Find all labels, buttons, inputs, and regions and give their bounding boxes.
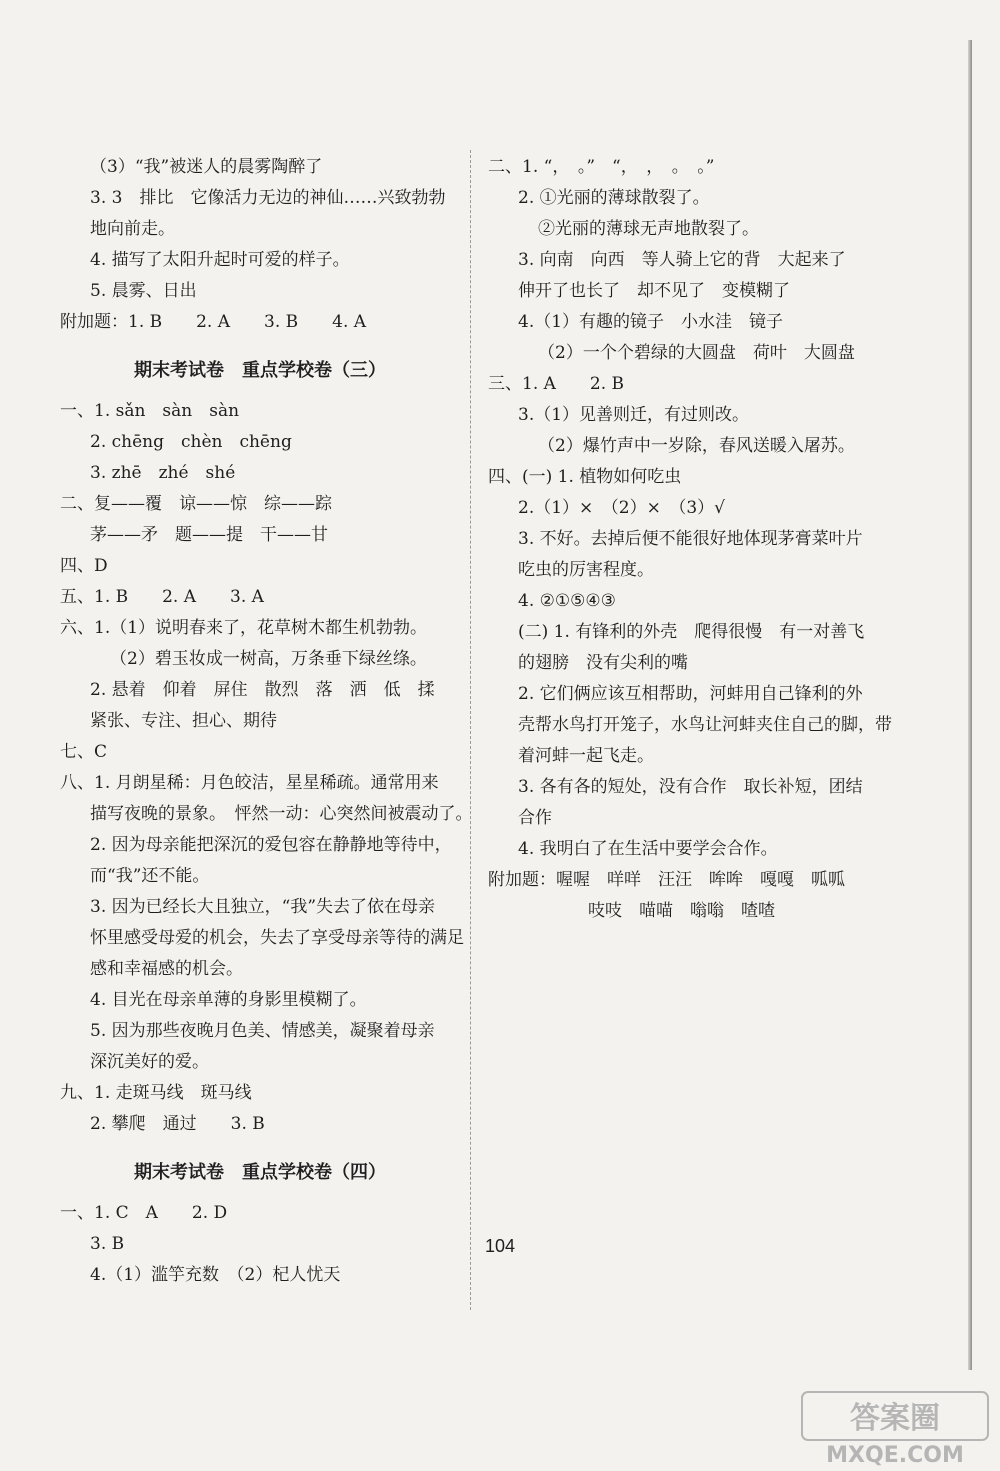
left-answer-line: 怀里感受母爱的机会，失去了享受母亲等待的满足: [90, 928, 464, 948]
right-answer-line: 合作: [518, 808, 552, 828]
left-answer-line: 二、复——覆 谅——惊 综——踪: [60, 494, 332, 514]
left-answer-line: （3）“我”被迷人的晨雾陶醉了: [90, 157, 323, 177]
right-answer-line: 3. 各有各的短处，没有合作 取长补短，团结: [518, 777, 863, 797]
right-answer-line: 3. 向南 向西 等人骑上它的背 大起来了: [518, 250, 846, 270]
left-answer-line: 2. 因为母亲能把深沉的爱包容在静静地等待中，: [90, 835, 452, 855]
right-answer-line: 3. 不好。去掉后便不能很好地体现茅膏菜叶片: [518, 529, 863, 549]
left-answer-line: 3. 3 排比 它像活力无边的神仙……兴致勃勃: [90, 188, 446, 208]
right-answer-line: 2.（1）× （2）× （3）√: [518, 498, 725, 518]
page-edge-shadow: [968, 40, 972, 1370]
right-answer-line: 4. ②①⑤④③: [518, 591, 616, 611]
right-answer-line: 2. 它们俩应该互相帮助，河蚌用自己锋利的外: [518, 684, 863, 704]
right-answer-line: 的翅膀 没有尖利的嘴: [518, 653, 688, 673]
left-answer-line: 茅——矛 题——提 干——甘: [90, 525, 328, 545]
left-answer-line: 描写夜晚的景象。 怦然一动：心突然间被震动了。: [90, 804, 473, 824]
right-answer-line: 3.（1）见善则迁，有过则改。: [518, 405, 750, 425]
left-answer-line: 4. 目光在母亲单薄的身影里模糊了。: [90, 990, 367, 1010]
left-answer-line: 一、1. sǎn sàn sàn: [60, 401, 240, 421]
left-answer-line: 而“我”还不能。: [90, 866, 210, 886]
left-answer-line: 感和幸福感的机会。: [90, 959, 243, 979]
left-answer-line: 四、D: [60, 556, 108, 576]
left-answer-line: 3. 因为已经长大且独立，“我”失去了依在母亲: [90, 897, 436, 917]
left-column: [60, 152, 473, 1291]
left-answer-line: 3. zhē zhé shé: [90, 463, 236, 483]
left-answer-line: 4. 描写了太阳升起时可爱的样子。: [90, 250, 350, 270]
right-answer-line: 吱吱 喵喵 嗡嗡 喳喳: [588, 901, 775, 921]
left-answer-line: 九、1. 走斑马线 斑马线: [60, 1083, 252, 1103]
left-answer-line: 五、1. B 2. A 3. A: [60, 587, 264, 607]
section-heading: 期末考试卷 重点学校卷（三）: [134, 360, 386, 381]
left-answer-line: （2）碧玉妆成一树高，万条垂下绿丝绦。: [110, 649, 427, 669]
left-answer-line: 5. 晨雾、日出: [90, 281, 197, 301]
left-answer-line: 紧张、专注、担心、期待: [90, 711, 277, 731]
right-answer-line: 二、1. “， 。” “， ， 。 。”: [488, 157, 715, 177]
right-answer-line: 伸开了也长了 却不见了 变模糊了: [518, 281, 790, 301]
column-divider: [470, 150, 471, 1310]
left-answer-line: 八、1. 月朗星稀：月色皎洁，星星稀疏。通常用来: [60, 773, 439, 793]
right-answer-line: 吃虫的厉害程度。: [518, 560, 654, 580]
right-column: [488, 152, 892, 927]
left-answer-line: 六、1.（1）说明春来了，花草树木都生机勃勃。: [60, 618, 428, 638]
left-answer-line: 一、1. C A 2. D: [60, 1203, 228, 1223]
right-answer-line: 4. 我明白了在生活中要学会合作。: [518, 839, 778, 859]
left-answer-line: 2. chēng chèn chēng: [90, 432, 292, 452]
left-answer-line: 地向前走。: [90, 219, 175, 239]
right-answer-line: （2）爆竹声中一岁除，春风送暖入屠苏。: [538, 436, 855, 456]
right-answer-line: （2）一个个碧绿的大圆盘 荷叶 大圆盘: [538, 343, 855, 363]
right-answer-line: 着河蚌一起飞走。: [518, 746, 654, 766]
left-answer-line: 4.（1）滥竽充数 （2）杞人忧天: [90, 1265, 341, 1285]
right-answer-line: ②光丽的薄球无声地散裂了。: [538, 219, 759, 239]
left-answer-line: 2. 悬着 仰着 屏住 散烈 落 洒 低 揉: [90, 680, 435, 700]
right-answer-line: 附加题：喔喔 咩咩 汪汪 哞哞 嘎嘎 呱呱: [488, 870, 845, 890]
right-answer-line: 2. ①光丽的薄球散裂了。: [518, 188, 710, 208]
left-answer-line: 2. 攀爬 通过 3. B: [90, 1114, 265, 1134]
left-answer-line: 附加题：1. B 2. A 3. B 4. A: [60, 312, 367, 332]
page-number: 104: [484, 1236, 516, 1256]
left-answer-line: 3. B: [90, 1234, 125, 1254]
svg-text:MXQE.COM: MXQE.COM: [826, 1443, 964, 1468]
right-answer-line: 三、1. A 2. B: [488, 374, 625, 394]
right-answer-line: 4.（1）有趣的镜子 小水洼 镜子: [518, 312, 784, 332]
svg-text:答案圈: 答案圈: [850, 1401, 940, 1436]
left-answer-line: 七、C: [60, 742, 108, 762]
right-answer-line: 四、(一) 1. 植物如何吃虫: [488, 467, 682, 487]
section-heading: 期末考试卷 重点学校卷（四）: [134, 1162, 386, 1183]
left-answer-line: 5. 因为那些夜晚月色美、情感美，凝聚着母亲: [90, 1021, 435, 1041]
left-answer-line: 深沉美好的爱。: [90, 1052, 209, 1072]
watermark-logo: [800, 1390, 990, 1468]
right-answer-line: (二) 1. 有锋利的外壳 爬得很慢 有一对善飞: [518, 622, 865, 642]
right-answer-line: 壳帮水鸟打开笼子，水鸟让河蚌夹住自己的脚，带: [518, 715, 892, 735]
